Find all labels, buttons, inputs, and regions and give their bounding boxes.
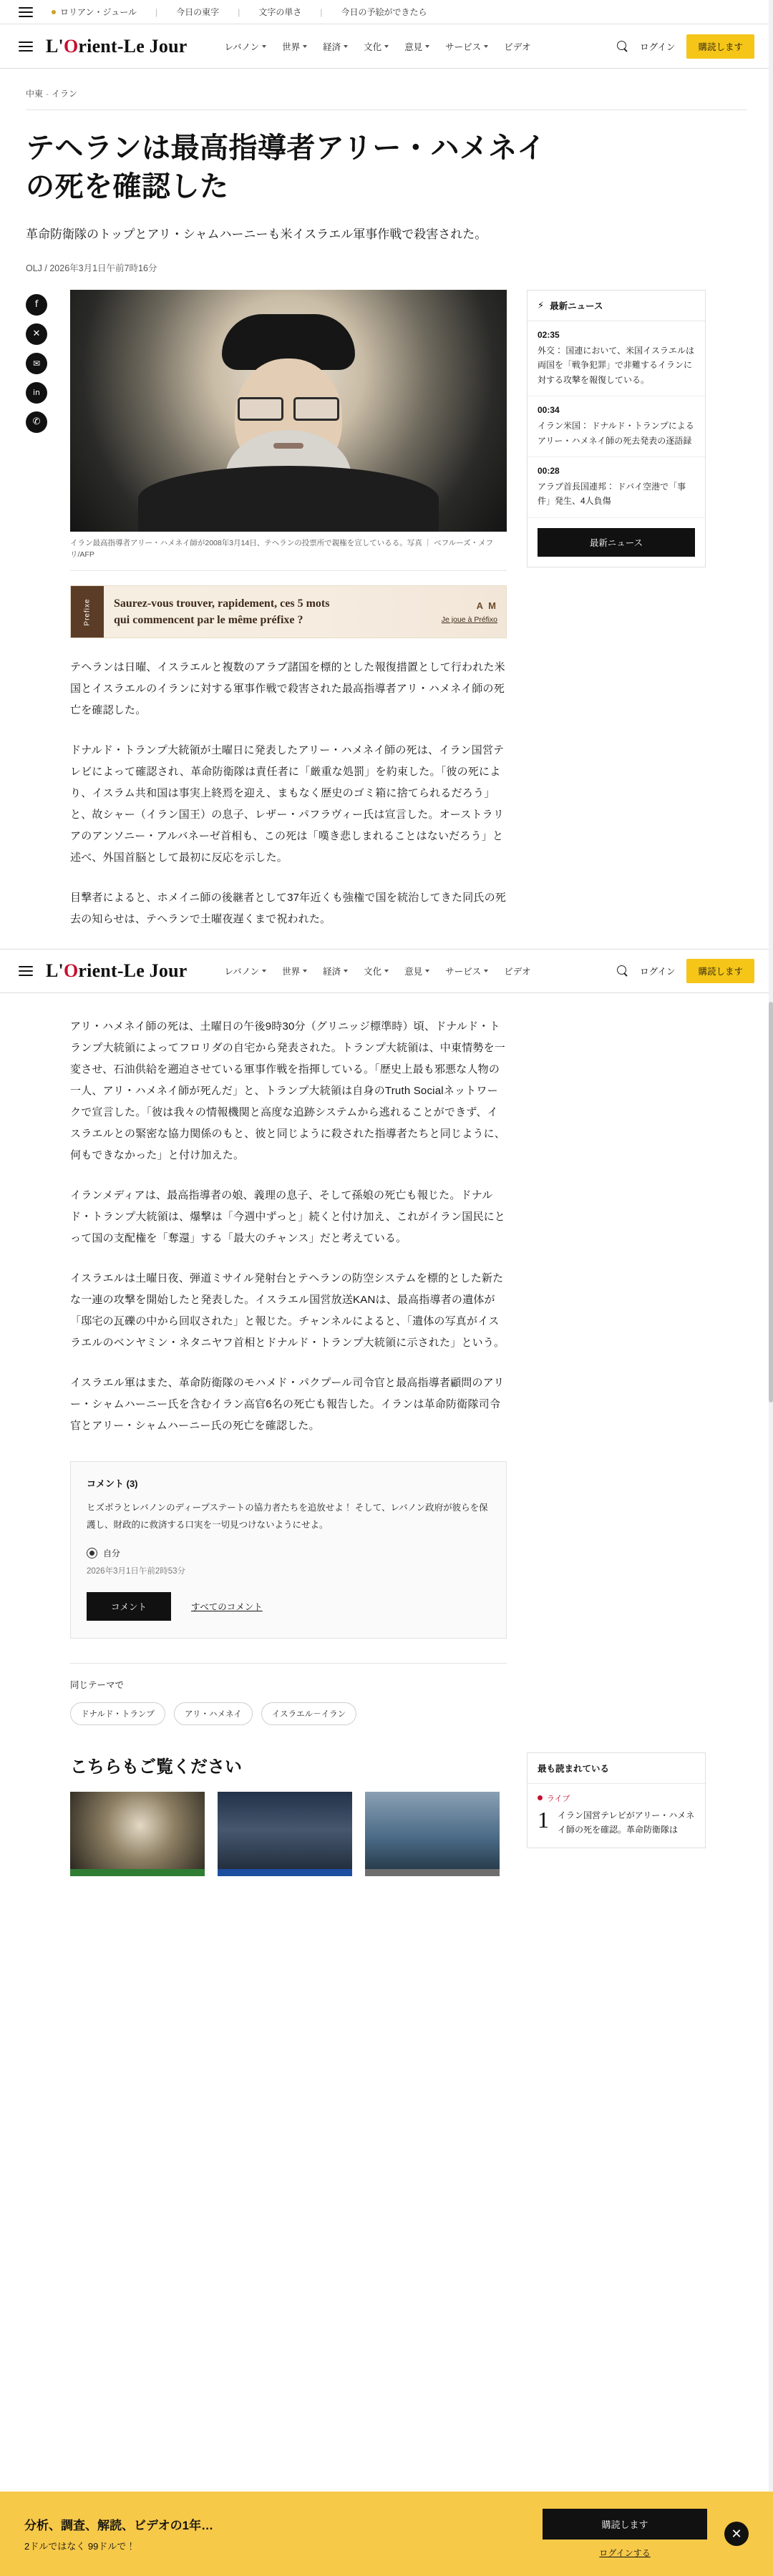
scrollbar-track[interactable] — [769, 0, 773, 2576]
nav-label: ビデオ — [504, 42, 531, 52]
nav-label: 世界 — [282, 42, 301, 52]
close-icon[interactable]: ✕ — [724, 2522, 749, 2546]
nav-label: 経済 — [323, 42, 341, 52]
nav-item-economy[interactable] — [323, 40, 348, 53]
chevron-down-icon — [425, 45, 429, 48]
page-title: テヘランは最高指導者アリー・ハメネイの死を確認した — [26, 132, 546, 203]
divider — [26, 109, 747, 110]
logo-accent: O — [63, 960, 79, 982]
utility-item-0[interactable] — [52, 6, 137, 18]
tag-chip[interactable]: イスラエル－イラン — [261, 1702, 356, 1725]
divider: | — [238, 6, 240, 17]
chevron-down-icon — [384, 45, 389, 48]
hero-figure — [70, 290, 507, 572]
nav-label: 意見 — [404, 42, 423, 52]
article-byline: OLJ / 2026年3月1日午前7時16分 — [26, 263, 157, 273]
utility-bar — [0, 0, 773, 24]
also-read-card[interactable] — [218, 1792, 352, 1876]
site-logo[interactable] — [46, 36, 187, 57]
login-link[interactable]: ログイン — [640, 967, 676, 977]
chevron-down-icon — [484, 45, 488, 48]
promo-line-1: Saurez-vous trouver, rapidement, ces 5 mots — [114, 597, 330, 610]
most-read-sidebar — [527, 1725, 706, 1876]
nav-item-culture[interactable] — [364, 40, 389, 53]
list-item[interactable] — [528, 396, 705, 457]
news-time: 00:34 — [538, 405, 560, 416]
also-read-card[interactable] — [70, 1792, 205, 1876]
promo-cta-link[interactable]: Je joue à Préfixo — [441, 615, 497, 624]
share-rail-spacer — [26, 1009, 50, 1725]
tag-chip[interactable]: アリ・ハメネイ — [174, 1702, 253, 1725]
hamburger-menu-icon[interactable] — [19, 42, 33, 52]
article-paragraph: イランメディアは、最高指導者の娘、義理の息子、そして孫娘の死亡も報じた。ドナルド・トランプ大統領は、爆撃は「今週中ずっと」続くと付け加え、これがイラン国民にとって国の支配権を「奪還」する「最大のチャンス」だと考えている。 — [70, 1189, 506, 1245]
main-navigation — [224, 40, 530, 53]
most-read-item-title: イラン国営テレビがアリー・ハメネイ師の死を確認。革命防衛隊は — [558, 1810, 695, 1835]
user-icon — [87, 1548, 97, 1558]
all-comments-link[interactable]: すべてのコメント — [191, 1601, 263, 1612]
most-read-title: 最も読まれている — [528, 1753, 705, 1784]
share-rail — [26, 290, 50, 931]
nav-label: サービス — [445, 42, 482, 52]
banner-title: 分析、調査、解読、ビデオの1年… — [24, 2519, 214, 2532]
comment-actions — [87, 1592, 490, 1621]
nav-label: 意見 — [404, 967, 423, 977]
chevron-down-icon — [484, 970, 488, 972]
promo-line-2: qui commencent par le même préfixe ? — [114, 614, 303, 627]
netanyahu-press-thumb — [218, 1792, 352, 1876]
comments-title: コメント (3) — [87, 1478, 138, 1490]
nav-label: 文化 — [364, 42, 382, 52]
glasses-icon — [236, 397, 341, 417]
nav-item-lebanon[interactable] — [224, 965, 266, 977]
article-body-row-2 — [26, 993, 747, 1725]
subscribe-button[interactable]: 購読します — [686, 959, 754, 983]
khamenei-portrait-thumb — [70, 1792, 205, 1876]
article-main-column-2 — [70, 1009, 507, 1725]
latest-news-card — [527, 290, 706, 567]
subscribe-button[interactable]: 購読します — [686, 34, 754, 59]
linkedin-icon[interactable]: in — [26, 382, 47, 404]
comment-text: ヒズボラとレバノンのディープステートの協力者たちを追放せよ！ そして、レバノン政府が彼らを保護し、財政的に救済する口実を一切見つけないようにせよ。 — [87, 1503, 488, 1531]
nav-item-services[interactable] — [445, 40, 488, 53]
nav-item-world[interactable] — [282, 965, 307, 977]
utility-item-label: ロリアン・ジュール — [60, 7, 137, 17]
breadcrumb-item-region[interactable]: 中東 — [26, 89, 44, 99]
promo-logo: A M — [476, 600, 497, 611]
chevron-down-icon — [303, 45, 307, 48]
chevron-down-icon — [344, 45, 348, 48]
news-title: イラン米国： ドナルド・トランプによるアリー・ハメネイ師の死去発表の逐語録 — [538, 421, 694, 446]
login-link[interactable]: ログイン — [640, 42, 676, 52]
promo-text — [104, 586, 419, 638]
latest-news-title: 最新ニュース — [550, 301, 603, 311]
also-read-cards — [70, 1792, 507, 1876]
sidebar — [527, 290, 706, 931]
breadcrumb-separator: - — [46, 89, 49, 99]
image-caption: イラン最高指導者アリー・ハメネイ師が2008年3月14日、テヘランの投票所で親権を宣しているる。写真 ｜ ベフルーズ・メフリ/AFP — [70, 532, 507, 572]
article-paragraph: ドナルド・トランプ大統領が土曜日に発表したアリー・ハメネイ師の死は、イラン国営テレビによって確認され、革命防衛隊は責任者に「厳重な処罰」を約束した。「彼の死により、イスラム共和国は事実上終焉を迎え、まもなく歴史のゴミ箱に捨てられるだろう」と、故シャー（イラン国王）の息子、レザー・パフラヴィー氏は宣言した。オーストラリアのアンソニー・アルバネーゼ首相も、この死は「嘆き悲しまれることはないだろう」と述べ、外国首脳として最初に反応を示した。 — [70, 744, 505, 864]
comment-author: 自分 — [103, 1548, 121, 1558]
nav-label: レバノン — [224, 42, 260, 52]
article-paragraph: イスラエル軍はまた、革命防衛隊のモハメド・パクプール司令官と最高指導者顧問のアリー・シャムハーニー氏を含むイラン高官6名の死亡も報告した。イランは革命防衛隊司令官とアリー・シャムハーニー氏の死亡を確認した。 — [70, 1377, 505, 1433]
article-paragraph: イスラエルは土曜日夜、弾道ミサイル発射台とテヘランの防空システムを標的とした新たな一連の攻撃を開始したと発表した。イスラエル国営放送KANは、最高指導者の遺体が「邸宅の瓦礫の中から回収された」と報じた。チャンネルによると、「遺体の写真がイスラエルのベンヤミン・ネタニヤフ首相とドナルド・トランプ大統領に示された」という。 — [70, 1272, 505, 1350]
also-read-title: こちらもご覧ください — [70, 1757, 242, 1777]
card-accent-bar — [70, 1869, 205, 1876]
tags-block — [70, 1663, 507, 1725]
also-read-card[interactable] — [365, 1792, 500, 1876]
nav-label: 経済 — [323, 967, 341, 977]
banner-subtitle: 2ドルではなく 99ドルで！ — [24, 2541, 136, 2552]
utility-item-3[interactable] — [341, 6, 427, 18]
banner-actions — [543, 2509, 707, 2559]
chevron-down-icon — [262, 45, 266, 48]
comment-author-row — [87, 1547, 490, 1559]
breadcrumb-item-country[interactable]: イラン — [52, 89, 78, 99]
most-read-card — [527, 1752, 706, 1848]
list-item[interactable] — [528, 321, 705, 396]
nav-label: 世界 — [282, 967, 301, 977]
menu-icon[interactable] — [19, 7, 33, 17]
nav-item-opinion[interactable] — [404, 40, 429, 53]
tags-title: 同じテーマで — [70, 1679, 125, 1690]
chevron-down-icon — [262, 970, 266, 972]
card-accent-bar — [365, 1869, 500, 1876]
body-shape — [138, 466, 439, 532]
site-header — [0, 24, 773, 69]
latest-news-header — [528, 291, 705, 321]
list-item[interactable] — [528, 457, 705, 518]
rank-number: 1 — [538, 1806, 549, 1833]
list-item[interactable] — [528, 1804, 705, 1848]
chevron-down-icon — [344, 970, 348, 972]
news-title: 外交： 国連において、米国イスラエルは両国を「戦争犯罪」で非難するイランに対する攻撃を報復している。 — [538, 345, 694, 385]
site-logo[interactable] — [46, 960, 187, 982]
news-time: 00:28 — [538, 465, 560, 476]
nav-item-video[interactable] — [504, 965, 530, 977]
whatsapp-icon[interactable]: ✆ — [26, 411, 47, 433]
nav-label: サービス — [445, 967, 482, 977]
card-accent-bar — [218, 1869, 352, 1876]
game-promo-banner[interactable] — [70, 585, 507, 638]
banner-subscribe-button[interactable]: 購読します — [543, 2509, 707, 2540]
article-standfirst: 革命防衛隊のトップとアリ・シャムハーニーも米イスラエル軍事作戦で殺害された。 — [26, 228, 487, 242]
lightning-icon: ⚡ — [538, 299, 545, 311]
logo-prefix: L' — [46, 35, 64, 57]
chevron-down-icon — [384, 970, 389, 972]
utility-item-2[interactable] — [258, 6, 301, 18]
search-icon[interactable] — [617, 965, 628, 977]
comment-date: 2026年3月1日午前2時53分 — [87, 1566, 186, 1576]
logo-suffix: rient-Le Jour — [78, 35, 188, 57]
main-navigation — [224, 965, 530, 977]
chevron-down-icon — [425, 970, 429, 972]
banner-login-link[interactable]: ログインする — [599, 2548, 651, 2558]
utility-item-label: 文字の単さ — [258, 7, 302, 17]
live-badge — [528, 1784, 705, 1804]
utility-item-label: 今日の予絵ができたら — [341, 7, 427, 17]
promo-badge-label: Prefixe — [83, 598, 92, 626]
article-paragraph: テヘランは日曜、イスラエルと複数のアラブ諸国を標的とした報復措置として行われた米国とイスラエルのイランに対する軍事作戦で殺害された最高指導者アリ・ハメネイ師の死亡を確認した。 — [70, 661, 505, 717]
latest-news-button[interactable]: 最新ニュース — [538, 528, 695, 557]
nav-item-economy[interactable] — [323, 965, 348, 977]
sticky-site-header — [0, 949, 773, 993]
bullet-icon — [52, 10, 56, 14]
nav-label: 文化 — [364, 967, 382, 977]
also-read-column — [70, 1725, 507, 1876]
nav-item-world[interactable] — [282, 40, 307, 53]
khamenei-photo — [70, 290, 507, 532]
mouth-shape — [273, 443, 303, 449]
article-body-row — [26, 274, 747, 931]
header-actions — [617, 34, 754, 59]
twitter-x-icon[interactable]: ✕ — [26, 323, 47, 345]
sea-strike-thumb — [365, 1792, 500, 1876]
article-continued — [0, 993, 773, 1876]
facebook-icon[interactable]: f — [26, 294, 47, 316]
nav-item-culture[interactable] — [364, 965, 389, 977]
promo-right — [419, 586, 506, 638]
scrollbar-thumb[interactable] — [769, 1002, 773, 1402]
article-paragraph: アリ・ハメネイ師の死は、土曜日の午後9時30分（グリニッジ標準時）頃、ドナルド・トランプ大統領によってフロリダの自宅から発表された。トランプ大統領は、中東情勢を一変させ、石油供給を遡迫させている軍事作戦を指揮している。「歴史上最も邪悪な人物の一人、アリ・ハメネイ師が死んだ」と、トランプ大統領は自身のTruth Socialネットワークで宣言した。「彼は我々の情報機関と高度な追跡システムから逃れることができず、イスラエルとの緊密な協力関係のもと、彼と同じように殺された指導者たちと同じように、何もできなかった」と付け加えた。 — [70, 1020, 506, 1162]
logo-accent: O — [63, 35, 79, 57]
utility-item-label: 今日の東字 — [176, 7, 220, 17]
also-read-row — [26, 1725, 747, 1876]
sidebar-spacer — [527, 1009, 706, 1725]
logo-prefix: L' — [46, 960, 64, 982]
hamburger-menu-icon[interactable] — [19, 966, 33, 976]
nav-label: レバノン — [224, 967, 260, 977]
nav-label: ビデオ — [504, 967, 531, 977]
post-comment-button[interactable]: コメント — [87, 1592, 171, 1621]
mail-icon[interactable]: ✉ — [26, 353, 47, 374]
subscription-banner — [0, 2492, 773, 2576]
comments-block — [70, 1461, 507, 1639]
utility-item-1[interactable] — [176, 6, 219, 18]
header-actions — [617, 959, 754, 983]
nav-item-opinion[interactable] — [404, 965, 429, 977]
breadcrumb — [26, 69, 747, 107]
tag-chip[interactable]: ドナルド・トランプ — [70, 1702, 165, 1725]
divider: | — [155, 6, 158, 17]
live-dot-icon — [538, 1795, 543, 1800]
article-main-column — [70, 290, 507, 931]
banner-text — [24, 2515, 525, 2552]
nav-item-lebanon[interactable] — [224, 40, 266, 53]
news-title: アラブ首長国連邦： ドバイ空港で「事件」発生、4人負傷 — [538, 481, 686, 507]
promo-badge — [71, 586, 104, 638]
nav-item-video[interactable] — [504, 40, 530, 53]
rail-spacer — [26, 1725, 50, 1876]
tags-list — [70, 1702, 507, 1725]
article-container — [0, 69, 773, 930]
live-label: ライブ — [547, 1794, 570, 1803]
divider: | — [320, 6, 323, 17]
article-paragraph: 目撃者によると、ホメイニ師の後継者として37年近くも強権で国を統治してきた同氏の死去の知らせは、テヘランで土曜夜遅くまで祝われた。 — [70, 892, 506, 926]
logo-suffix: rient-Le Jour — [78, 960, 188, 982]
news-time: 02:35 — [538, 329, 560, 340]
nav-item-services[interactable] — [445, 965, 488, 977]
chevron-down-icon — [303, 970, 307, 972]
search-icon[interactable] — [617, 41, 628, 52]
